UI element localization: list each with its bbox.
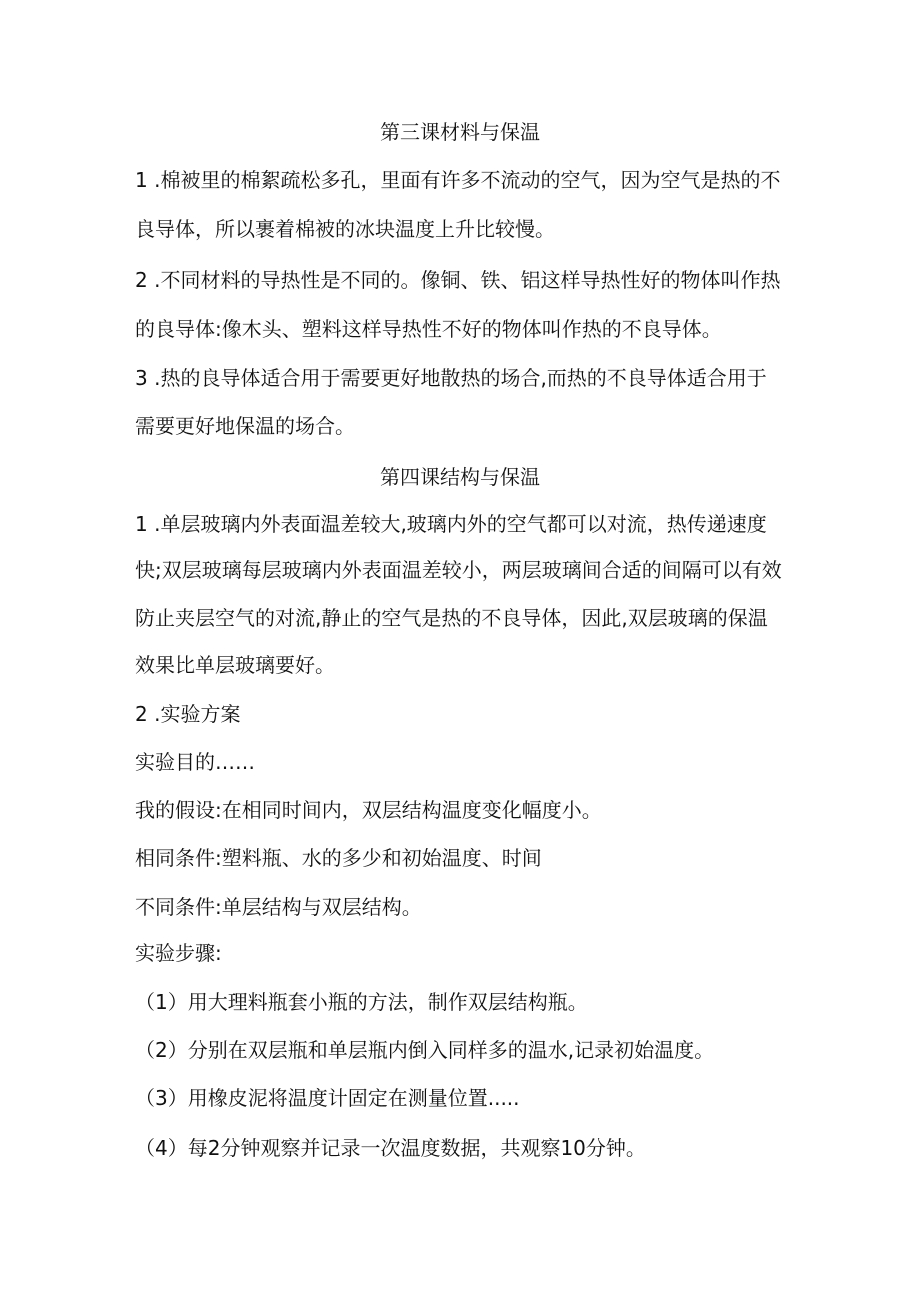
lesson4-para1-line3: 防止夹层空气的对流,静止的空气是热的不良导体，因此,双层玻璃的保温 [135, 606, 768, 630]
lesson3-para3-line2: 需要更好地保温的场合。 [135, 414, 355, 438]
lesson3-para2-line1: 2 .不同材料的导热性是不同的。像铜、铁、铝这样导热性好的物体叫作热 [135, 268, 781, 292]
experiment-purpose: 实验目的…… [135, 750, 255, 774]
lesson3-para1-line2: 良导体，所以裹着棉被的冰块温度上升比较慢。 [135, 217, 555, 241]
lesson4-para2-heading: 2 .实验方案 [135, 702, 241, 726]
lesson3-title: 第三课材料与保温 [380, 120, 540, 144]
same-conditions: 相同条件:塑料瓶、水的多少和初始温度、时间 [135, 846, 542, 870]
lesson4-title: 第四课结构与保温 [380, 465, 540, 489]
experiment-step-2: （2）分别在双层瓶和单层瓶内倒入同样多的温水,记录初始温度。 [135, 1038, 715, 1062]
experiment-steps-label: 实验步骤: [135, 941, 222, 965]
lesson3-para3-line1: 3 .热的良导体适合用于需要更好地散热的场合,而热的不良导体适合用于 [135, 366, 767, 390]
experiment-step-4: （4）每2分钟观察并记录一次温度数据，共观察10分钟。 [135, 1136, 646, 1160]
lesson4-para1-line2: 快;双层玻璃每层玻璃内外表面温差较小，两层玻璃间合适的间隔可以有效 [135, 558, 782, 582]
lesson4-para1-line4: 效果比单层玻璃要好。 [135, 653, 335, 677]
experiment-step-3: （3）用橡皮泥将温度计固定在测量位置..... [135, 1086, 520, 1110]
lesson3-para1-line1: 1 .棉被里的棉絮疏松多孔，里面有许多不流动的空气，因为空气是热的不 [135, 168, 781, 192]
experiment-step-1: （1）用大理料瓶套小瓶的方法，制作双层结构瓶。 [135, 990, 588, 1014]
experiment-hypothesis: 我的假设:在相同时间内，双层结构温度变化幅度小。 [135, 798, 602, 822]
lesson4-para1-line1: 1 .单层玻璃内外表面温差较大,玻璃内外的空气都可以对流，热传递速度 [135, 512, 767, 536]
different-conditions: 不同条件:单层结构与双层结构。 [135, 895, 422, 919]
lesson3-para2-line2: 的良导体:像木头、塑料这样导热性不好的物体叫作热的不良导体。 [135, 317, 722, 341]
